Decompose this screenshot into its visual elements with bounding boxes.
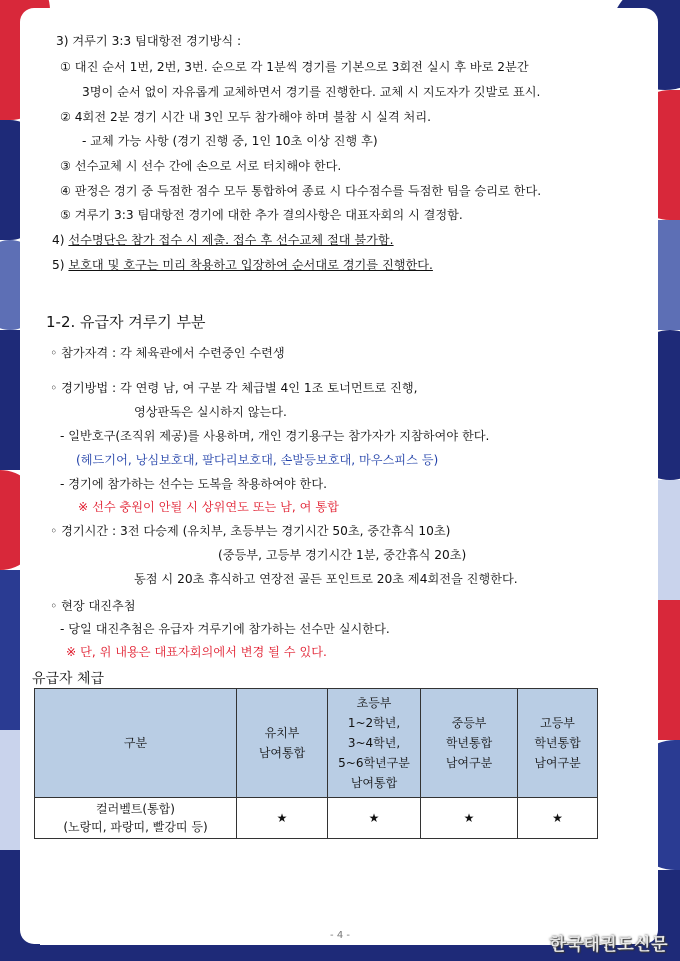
cell-high-school: ★	[518, 798, 598, 839]
table-row	[35, 798, 598, 839]
section-3-title: 3) 겨루기 3:3 팀대항전 경기방식 :	[56, 34, 242, 48]
section-5	[52, 256, 433, 274]
header-text: 3~4학년,	[347, 736, 401, 750]
section-3-item-2-sub: - 교체 가능 사항 (경기 진행 중, 1인 10초 이상 진행 후)	[82, 134, 378, 148]
header-text: 유치부	[264, 726, 300, 740]
row-label	[35, 798, 237, 839]
match-time: ◦ 경기시간 : 3전 다승제 (유치부, 초등부는 경기시간 50초, 중간휴식 10초)	[50, 524, 451, 538]
header-category: 구분	[35, 689, 237, 798]
section-3-item-4: ④ 판정은 경기 중 득점한 점수 모두 통합하여 종료 시 다수점수를 득점한 팀을 승리로 한다.	[60, 184, 542, 198]
header-text: 남여통합	[350, 776, 398, 790]
header-middle-school	[421, 689, 518, 798]
note-change: ※ 단, 위 내용은 대표자회의에서 변경 될 수 있다.	[66, 645, 327, 659]
header-text: 초등부	[356, 696, 392, 710]
header-text: 남여통합	[258, 746, 306, 760]
grade-table	[34, 688, 598, 839]
gear-items: (헤드기어, 낭심보호대, 팔다리보호대, 손발등보호대, 마우스피스 등)	[76, 453, 439, 467]
section-4-text: 선수명단은 참가 접수 시 제출. 접수 후 선수교체 절대 불가함.	[68, 233, 394, 247]
cell-middle-school: ★	[421, 798, 518, 839]
header-text: 5~6학년구분	[338, 756, 410, 770]
section-5-text: 보호대 및 호구는 미리 착용하고 입장하여 순서대로 경기를 진행한다.	[68, 258, 433, 272]
match-method-video: 영상판독은 실시하지 않는다.	[134, 405, 287, 419]
match-time-middle-high: (중등부, 고등부 경기시간 1분, 중간휴식 20초)	[218, 548, 467, 562]
section-5-number: 5)	[52, 258, 65, 272]
grade-table-title: 유급자 체급	[32, 671, 105, 687]
cell-kindergarten: ★	[237, 798, 328, 839]
eligibility: ◦ 참가자격 : 각 체육관에서 수련중인 수련생	[50, 346, 285, 360]
note-merge: ※ 선수 충원이 안될 시 상위연도 또는 남, 여 통합	[78, 500, 339, 514]
header-text: 1~2학년,	[347, 716, 401, 730]
gear-rule: - 일반호구(조직위 제공)를 사용하며, 개인 경기용구는 참가자가 지참하여야 한다.	[60, 429, 490, 443]
section-4-number: 4)	[52, 233, 65, 247]
row-label-text: (노랑띠, 파랑띠, 빨강띠 등)	[63, 820, 208, 834]
header-text: 중등부	[451, 716, 487, 730]
header-text: 학년통합	[534, 736, 581, 750]
watermark: 한국태권도신문	[549, 935, 668, 955]
row-label-text: 컬러벨트(통합)	[96, 802, 175, 816]
section-4	[52, 231, 394, 249]
match-method: ◦ 경기방법 : 각 연령 남, 여 구분 각 체급별 4인 1조 토너먼트로 진행,	[50, 381, 418, 395]
draw-title: ◦ 현장 대진추첨	[50, 599, 136, 613]
uniform-rule: - 경기에 참가하는 선수는 도복을 착용하여야 한다.	[60, 477, 327, 491]
match-time-tie: 동점 시 20초 휴식하고 연장전 골든 포인트로 20초 제4회전을 진행한다.	[134, 572, 518, 586]
header-text: 남여구분	[445, 756, 493, 770]
section-3-item-1b: 3명이 순서 없이 자유롭게 교체하면서 경기를 진행한다. 교체 시 지도자가 깃발로 표시.	[82, 85, 541, 99]
header-elementary	[328, 689, 421, 798]
header-text: 학년통합	[445, 736, 493, 750]
header-high-school	[518, 689, 598, 798]
header-text: 남여구분	[534, 756, 581, 770]
section-3-item-5: ⑤ 겨루기 3:3 팀대항전 경기에 대한 추가 결의사항은 대표자회의 시 결정함.	[60, 208, 463, 222]
table-header-row	[35, 689, 598, 798]
section-3-item-2: ② 4회전 2분 경기 시간 내 3인 모두 참가해야 하며 불참 시 실격 처리.	[60, 110, 431, 124]
section-3-item-1a: ① 대진 순서 1번, 2번, 3번. 순으로 각 1분씩 경기를 기본으로 3회전 실시 후 바로 2분간	[60, 60, 529, 74]
section-3-item-3: ③ 선수교체 시 선수 간에 손으로 서로 터치해야 한다.	[60, 159, 342, 173]
section-1-2-heading: 1-2. 유급자 겨루기 부분	[46, 313, 206, 331]
header-text: 고등부	[540, 716, 575, 730]
draw-rule: - 당일 대진추첨은 유급자 겨루기에 참가하는 선수만 실시한다.	[60, 622, 390, 636]
header-kindergarten	[237, 689, 328, 798]
cell-elementary: ★	[328, 798, 421, 839]
page-number: - 4 -	[330, 930, 350, 941]
